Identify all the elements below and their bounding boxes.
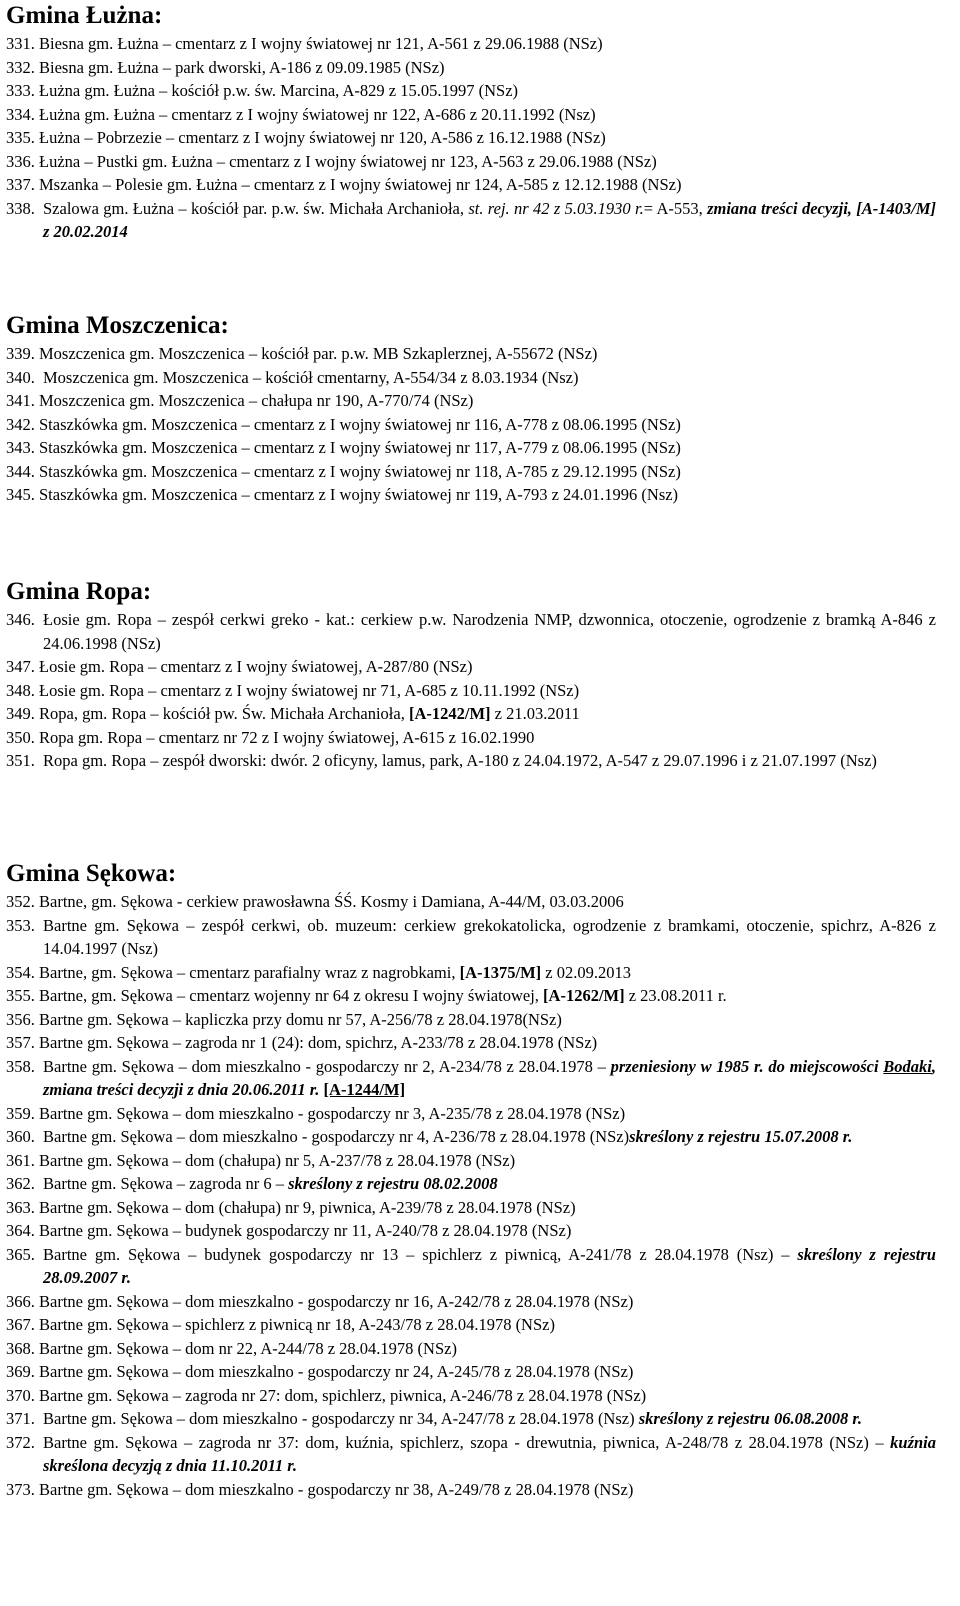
list-item: 352. Bartne, gm. Sękowa - cerkiew prawosławna ŚŚ. Kosmy i Damiana, A-44/M, 03.03.2006 bbox=[6, 892, 624, 911]
list-item: 354. Bartne, gm. Sękowa – cmentarz parafialny wraz z nagrobkami, [A-1375/M] z 02.09.2013 bbox=[6, 962, 631, 982]
list-item: 339. Moszczenica gm. Moszczenica – kościół par. p.w. MB Szkaplerznej, A-55672 (NSz) bbox=[6, 344, 598, 363]
list-item: 366. Bartne gm. Sękowa – dom mieszkalno - gospodarczy nr 16, A-242/78 z 28.04.1978 (NSz) bbox=[6, 1291, 634, 1311]
list-item: 344. Staszkówka gm. Moszczenica – cmentarz z I wojny światowej nr 118, A-785 z 29.12.1995 (NSz) bbox=[6, 461, 681, 481]
section-luzna bbox=[6, 2, 936, 244]
list-item: 333. Łużna gm. Łużna – kościół p.w. św. Marcina, A-829 z 15.05.1997 (NSz) bbox=[6, 81, 519, 100]
list-item: 373. Bartne gm. Sękowa – dom mieszkalno - gospodarczy nr 38, A-249/78 z 28.04.1978 (NSz) bbox=[6, 1479, 634, 1499]
list-item: 361. Bartne gm. Sękowa – dom (chałupa) nr 5, A-237/78 z 28.04.1978 (NSz) bbox=[6, 1150, 516, 1170]
section-heading: Gmina Ropa: bbox=[6, 578, 152, 605]
list-item: 363. Bartne gm. Sękowa – dom (chałupa) nr 9, piwnica, A-239/78 z 28.04.1978 (NSz) bbox=[6, 1197, 576, 1217]
list-item: 351. Ropa gm. Ropa – zespół dworski: dwór. 2 oficyny, lamus, park, A-180 z 24.04.1972, A-547 z 29.07.1996 i z 21.07.1997 (Nsz) bbox=[6, 751, 877, 770]
list-item: 341. Moszczenica gm. Moszczenica – chałupa nr 190, A-770/74 (NSz) bbox=[6, 391, 474, 410]
list-item: 349. Ropa, gm. Ropa – kościół pw. Św. Michała Archanioła, [A-1242/M] z 21.03.2011 bbox=[6, 704, 580, 723]
list-item: 359. Bartne gm. Sękowa – dom mieszkalno - gospodarczy nr 3, A-235/78 z 28.04.1978 (NSz) bbox=[6, 1103, 626, 1123]
list-item: 353. Bartne gm. Sękowa – zespół cerkwi, ob. muzeum: cerkiew grekokatolicka, ogrodzenie z bramkami, otoczenie, spichrz, A-826 z 14.04.1997 (Nsz) bbox=[6, 915, 936, 958]
list-item: 336. Łużna – Pustki gm. Łużna – cmentarz z I wojny światowej nr 123, A-563 z 29.06.1988 (NSz) bbox=[6, 151, 657, 171]
list-item: 362. Bartne gm. Sękowa – zagroda nr 6 – skreślony z rejestru 08.02.2008 bbox=[6, 1174, 498, 1193]
list-item: 364. Bartne gm. Sękowa – budynek gospodarczy nr 11, A-240/78 z 28.04.1978 (NSz) bbox=[6, 1221, 572, 1240]
list-item: 346. Łosie gm. Ropa – zespół cerkwi greko - kat.: cerkiew p.w. Narodzenia NMP, dzwonnica, otoczenie, ogrodzenie z bramką A-846 z 24.06.1998 (NSz) bbox=[6, 610, 936, 653]
list-item: 372. Bartne gm. Sękowa – zagroda nr 37: dom, kuźnia, spichlerz, szopa - drewutnia, piwnica, A-248/78 z 28.04.1978 (NSz) – kuźnia skreślona decyzją z dnia 11.10.2011 r. bbox=[6, 1432, 936, 1475]
section-heading: Gmina Moszczenica: bbox=[6, 312, 229, 339]
section-heading: Gmina Sękowa: bbox=[6, 860, 177, 887]
section-moszczenica bbox=[6, 312, 936, 507]
list-item: 350. Ropa gm. Ropa – cmentarz nr 72 z I wojny światowej, A-615 z 16.02.1990 bbox=[6, 727, 535, 747]
list-item: 337. Mszanka – Polesie gm. Łużna – cmentarz z I wojny światowej nr 124, A-585 z 12.12.1988 (NSz) bbox=[6, 175, 682, 194]
list-item: 370. Bartne gm. Sękowa – zagroda nr 27: dom, spichlerz, piwnica, A-246/78 z 28.04.1978 (NSz) bbox=[6, 1385, 647, 1405]
list-item: 369. Bartne gm. Sękowa – dom mieszkalno - gospodarczy nr 24, A-245/78 z 28.04.1978 (NSz) bbox=[6, 1362, 634, 1381]
list-item: 365. Bartne gm. Sękowa – budynek gospodarczy nr 13 – spichlerz z piwnicą, A-241/78 z 28.04.1978 (Nsz) – skreślony z rejestru 28.09.2007 r. bbox=[6, 1244, 936, 1287]
list-item: 347. Łosie gm. Ropa – cmentarz z I wojny światowej, A-287/80 (NSz) bbox=[6, 657, 473, 676]
list-item: 345. Staszkówka gm. Moszczenica – cmentarz z I wojny światowej nr 119, A-793 z 24.01.1996 (Nsz) bbox=[6, 485, 679, 504]
list-item: 340. Moszczenica gm. Moszczenica – kościół cmentarny, A-554/34 z 8.03.1934 (Nsz) bbox=[6, 367, 579, 387]
list-item: 371. Bartne gm. Sękowa – dom mieszkalno - gospodarczy nr 34, A-247/78 z 28.04.1978 (Nsz) skreślony z rejestru 06.08.2008 r. bbox=[6, 1409, 862, 1428]
list-item: 368. Bartne gm. Sękowa – dom nr 22, A-244/78 z 28.04.1978 (NSz) bbox=[6, 1338, 457, 1358]
section-sekowa bbox=[6, 860, 936, 1501]
list-item: 356. Bartne gm. Sękowa – kapliczka przy domu nr 57, A-256/78 z 28.04.1978(NSz) bbox=[6, 1009, 562, 1029]
list-item: 360. Bartne gm. Sękowa – dom mieszkalno - gospodarczy nr 4, A-236/78 z 28.04.1978 (NSz)skreślony z rejestru 15.07.2008 r. bbox=[6, 1127, 853, 1146]
list-item: 342. Staszkówka gm. Moszczenica – cmentarz z I wojny światowej nr 116, A-778 z 08.06.1995 (NSz) bbox=[6, 414, 681, 434]
list-item: 358. Bartne gm. Sękowa – dom mieszkalno - gospodarczy nr 2, A-234/78 z 28.04.1978 – przeniesiony w 1985 r. do miejscowości Bodaki, zmiana treści decyzji z dnia 20.06.2011 r. [A-1244/M] bbox=[6, 1056, 936, 1099]
list-item: 334. Łużna gm. Łużna – cmentarz z I wojny światowej nr 122, A-686 z 20.11.1992 (Nsz) bbox=[6, 104, 596, 124]
section-heading: Gmina Łużna: bbox=[6, 2, 163, 29]
section-ropa bbox=[6, 578, 936, 773]
list-item: 343. Staszkówka gm. Moszczenica – cmentarz z I wojny światowej nr 117, A-779 z 08.06.1995 (NSz) bbox=[6, 438, 681, 457]
list-item: 348. Łosie gm. Ropa – cmentarz z I wojny światowej nr 71, A-685 z 10.11.1992 (NSz) bbox=[6, 680, 580, 700]
list-item: 338. Szalowa gm. Łużna – kościół par. p.w. św. Michała Archanioła, st. rej. nr 42 z 5.03.1930 r.= A-553, zmiana treści decyzji, [A-1403/M] z 20.02.2014 bbox=[6, 198, 936, 241]
list-item: 357. Bartne gm. Sękowa – zagroda nr 1 (24): dom, spichrz, A-233/78 z 28.04.1978 (NSz) bbox=[6, 1033, 598, 1052]
list-item: 335. Łużna – Pobrzezie – cmentarz z I wojny światowej nr 120, A-586 z 16.12.1988 (NSz) bbox=[6, 128, 606, 147]
list-item: 332. Biesna gm. Łużna – park dworski, A-186 z 09.09.1985 (NSz) bbox=[6, 57, 445, 77]
list-item: 355. Bartne, gm. Sękowa – cmentarz wojenny nr 64 z okresu I wojny światowej, [A-1262/M] z 23.08.2011 r. bbox=[6, 986, 727, 1005]
list-item: 331. Biesna gm. Łużna – cmentarz z I wojny światowej nr 121, A-561 z 29.06.1988 (NSz) bbox=[6, 34, 603, 53]
list-item: 367. Bartne gm. Sękowa – spichlerz z piwnicą nr 18, A-243/78 z 28.04.1978 (NSz) bbox=[6, 1315, 555, 1334]
